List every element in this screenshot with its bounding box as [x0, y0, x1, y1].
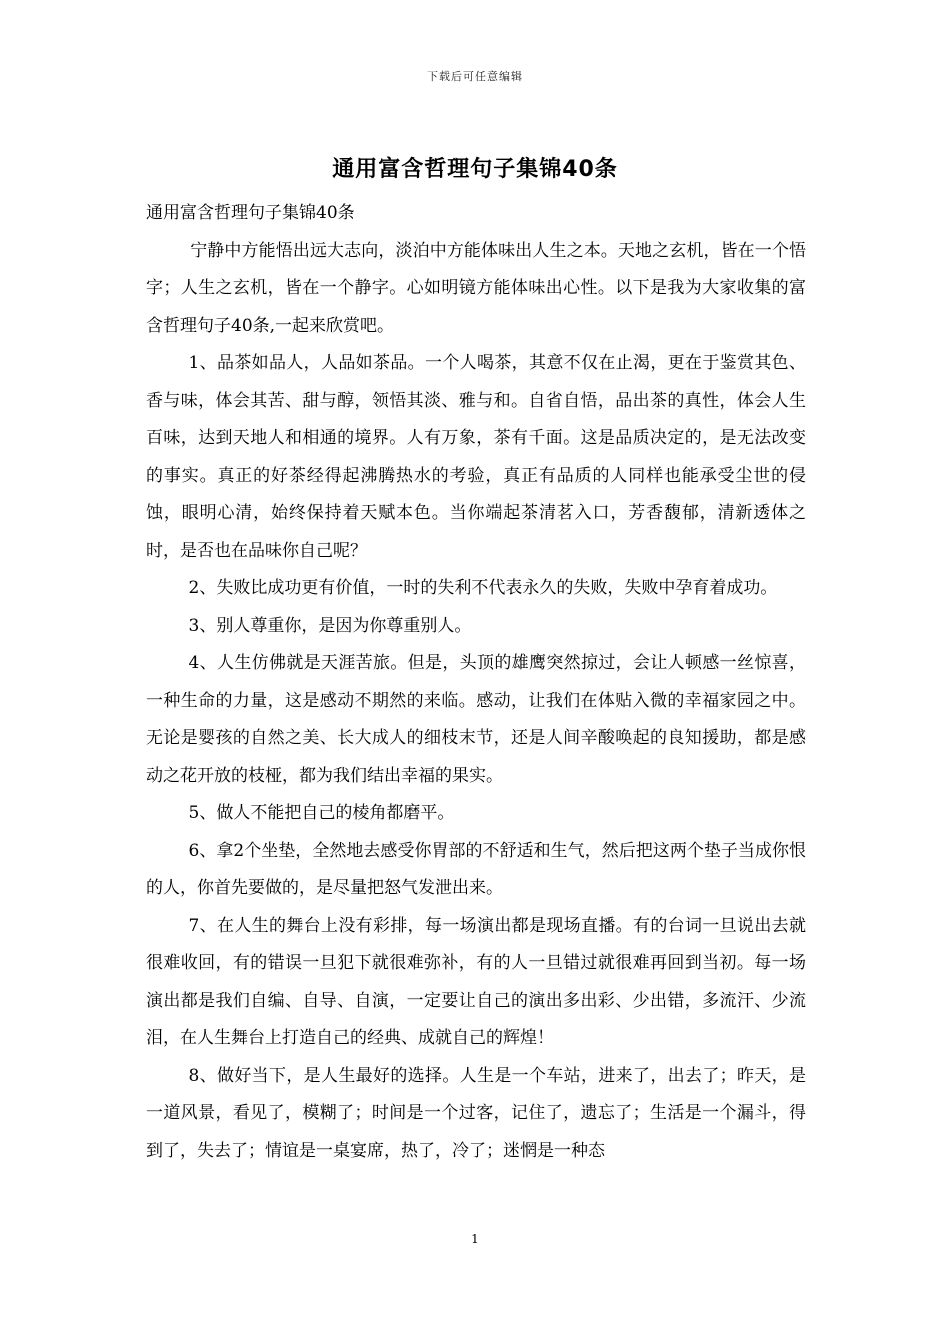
paragraph-item-4: 4、人生仿佛就是天涯苦旅。但是，头顶的雄鹰突然掠过，会让人顿感一丝惊喜，一种生命的力量，这是感动不期然的来临。感动，让我们在体贴入微的幸福家园之中。无论是婴孩的自然之美、长大成人的细枝末节，还是人间辛酸唤起的良知援助，都是感动之花开放的枝桠，都为我们结出幸福的果实。 [146, 653, 806, 786]
paragraph-item-7: 7、在人生的舞台上没有彩排，每一场演出都是现场直播。有的台词一旦说出去就很难收回，有的错误一旦犯下就很难弥补，有的人一旦错过就很难再回到当初。每一场演出都是我们自编、自导、自演，一定要让自己的演出多出彩、少出错，多流汗、少流泪，在人生舞台上打造自己的经典、成就自己的辉煌！ [146, 915, 806, 1048]
intro-paragraph: 宁静中方能悟出远大志向，淡泊中方能体味出人生之本。天地之玄机，皆在一个悟字；人生之玄机，皆在一个静字。心如明镜方能体味出心性。以下是我为大家收集的富含哲理句子40条,一起来欣赏吧。 [146, 240, 806, 336]
paragraph-item-5: 5、做人不能把自己的棱角都磨平。 [188, 803, 455, 823]
document-body [146, 195, 806, 1170]
paragraph-item-3: 3、别人尊重你，是因为你尊重别人。 [188, 615, 472, 636]
paragraph-item-2: 2、失败比成功更有价值，一时的失利不代表永久的失败，失败中孕育着成功。 [188, 578, 778, 598]
document-title: 通用富含哲理句子集锦40条 [332, 157, 618, 182]
document-subtitle: 通用富含哲理句子集锦40条 [146, 203, 355, 223]
paragraph-item-8: 8、做好当下，是人生最好的选择。人生是一个车站，进来了，出去了；昨天，是一道风景，看见了，模糊了；时间是一个过客，记住了，遗忘了；生活是一个漏斗，得到了，失去了；情谊是一桌宴席，热了，冷了；迷惘是一种态 [146, 1065, 806, 1161]
page-number: 1 [471, 1232, 479, 1246]
header-note: 下载后可任意编辑 [427, 70, 523, 83]
paragraph-item-1: 1、品茶如品人，人品如茶品。一个人喝茶，其意不仅在止渴，更在于鉴赏其色、香与味，体会其苦、甜与醇，领悟其淡、雅与和。自省自悟，品出茶的真性，体会人生百味，达到天地人和相通的境界。人有万象，茶有千面。这是品质决定的，是无法改变的事实。真正的好茶经得起沸腾热水的考验，真正有品质的人同样也能承受尘世的侵蚀，眼明心清，始终保持着天赋本色。当你端起茶清茗入口，芳香馥郁，清新透体之时，是否也在品味你自己呢？ [146, 353, 806, 561]
paragraph-item-6: 6、拿2个坐垫，全然地去感受你胃部的不舒适和生气，然后把这两个垫子当成你恨的人，你首先要做的，是尽量把怒气发泄出来。 [146, 840, 806, 898]
